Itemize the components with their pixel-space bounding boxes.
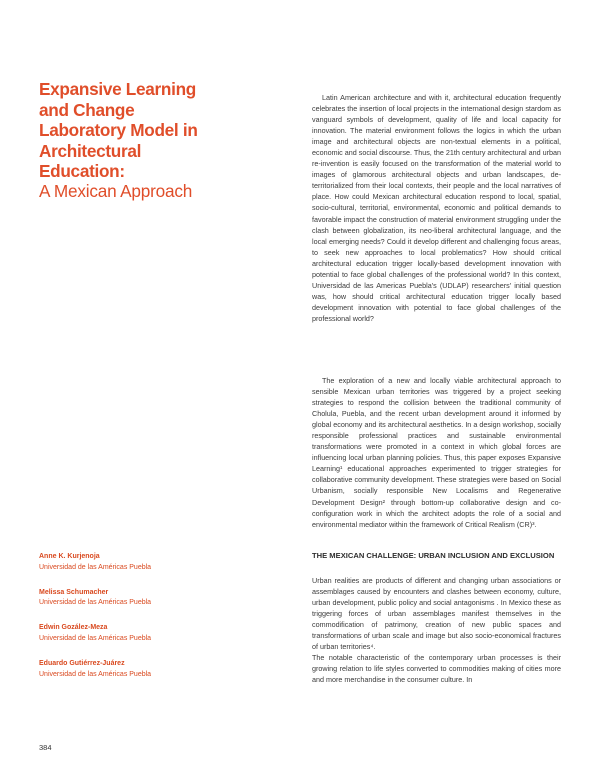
author-name: Anne K. Kurjenoja bbox=[39, 553, 100, 560]
author-entry bbox=[39, 552, 239, 573]
author-affiliation: Universidad de las Américas Puebla bbox=[39, 563, 152, 571]
body-column-exploration bbox=[312, 375, 561, 530]
section-heading: THE MEXICAN CHALLENGE: URBAN INCLUSION AND EXCLUSION bbox=[312, 551, 555, 560]
body-column-intro bbox=[312, 92, 561, 324]
author-entry bbox=[39, 659, 239, 680]
page-number: 384 bbox=[39, 743, 52, 752]
body-paragraph: The notable characteristic of the contemporary urban processes is their growing relation to life styles converted to commodities making of cities more and more merchandise in the consumer culture. In bbox=[312, 653, 561, 685]
author-name: Edwin Gozález-Meza bbox=[39, 624, 108, 632]
body-paragraph: The exploration of a new and locally viable architectural approach to sensible Mexican urban territories was triggered by a project seeking strategies to respond the collision between the traditional community of Cholula, Puebla, and the recent urban development around it informed by global economy and its architectural aesthetics. In a design workshop, socially responsible professional practices and sustainable environmental transformations were promoted in a context in which global forces are influencing local urban planning policies. Thus, this paper exposes Expansive Learning¹ educational approaches experimented to trigger strategies for collaborative community development. These strategies were based on Social Urbanism, socially responsible New Localisms and Regenerative Development Design² through bottom-up collaborative design and co-configuration work in which the architect adopts the role of a social and environmental mediator within the framework of Critical Realism (CR)³. bbox=[312, 376, 561, 529]
title-line: Laboratory Model in bbox=[39, 120, 198, 141]
author-affiliation: Universidad de las Américas Puebla bbox=[39, 599, 152, 607]
author-entry bbox=[39, 588, 239, 609]
author-name: Melissa Schumacher bbox=[39, 588, 109, 596]
author-list bbox=[39, 552, 239, 695]
title-line: and Change bbox=[39, 99, 135, 120]
author-affiliation: Universidad de las Américas Puebla bbox=[39, 670, 152, 678]
author-entry bbox=[39, 623, 239, 644]
body-column-section bbox=[312, 575, 561, 685]
body-paragraph: Latin American architecture and with it, architectural education frequently celebrates the insertion of local projects in the international design stardom as vanguard symbols of development, quality of life and local capacity for innovation. The material environment follows the logics in which the urban image and architectural objects are non-textual elements in a political, economic and social discourse. Thus, the 21th century architectural and urban re-invention is easily focused on the transformation of the material world to images of glamorous architectural objects and urban landscapes, de-territorialized from their local contexts, their people and the local narratives of place. How could Mexican architectural education respond to local, spatial, socio-cultural, territorial, environmental, economic and political demands to favorable impact the construction of material environment struggling under the clash between globalization, its neo-liberal architectural language, and the local emerging needs? Could it develop different and challenging focus areas, to seek new approaches to local problematics? How should critical architectural education trigger locally-based development innovation with potential to face global challenges of the professional world? In this context, Universidad de las Americas Puebla's (UDLAP) researchers' initial question was, how should critical architectural education trigger locally based development innovation with potential to face global challenges of the professional world? bbox=[312, 93, 561, 323]
title-line: Education: bbox=[39, 161, 125, 182]
title-line: Expansive Learning bbox=[39, 79, 196, 99]
body-paragraph: Urban realities are products of different and changing urban associations or assemblages caused by encounters and clashes between economy, culture, urban development, public policy and social antagonisms . In Mexico these as triggering forces of urban assemblages manifest themselves in the commodification of patrimony, creation of new public spaces and transformations of urban scale and image but also socio-economical fractures of urban territories⁴. bbox=[312, 576, 561, 652]
author-name: Eduardo Gutiérrez-Juárez bbox=[39, 660, 125, 668]
title-line: Architectural bbox=[39, 140, 142, 161]
article-subtitle: A Mexican Approach bbox=[39, 181, 193, 201]
author-affiliation: Universidad de las Américas Puebla bbox=[39, 634, 152, 642]
article-title bbox=[39, 79, 259, 182]
